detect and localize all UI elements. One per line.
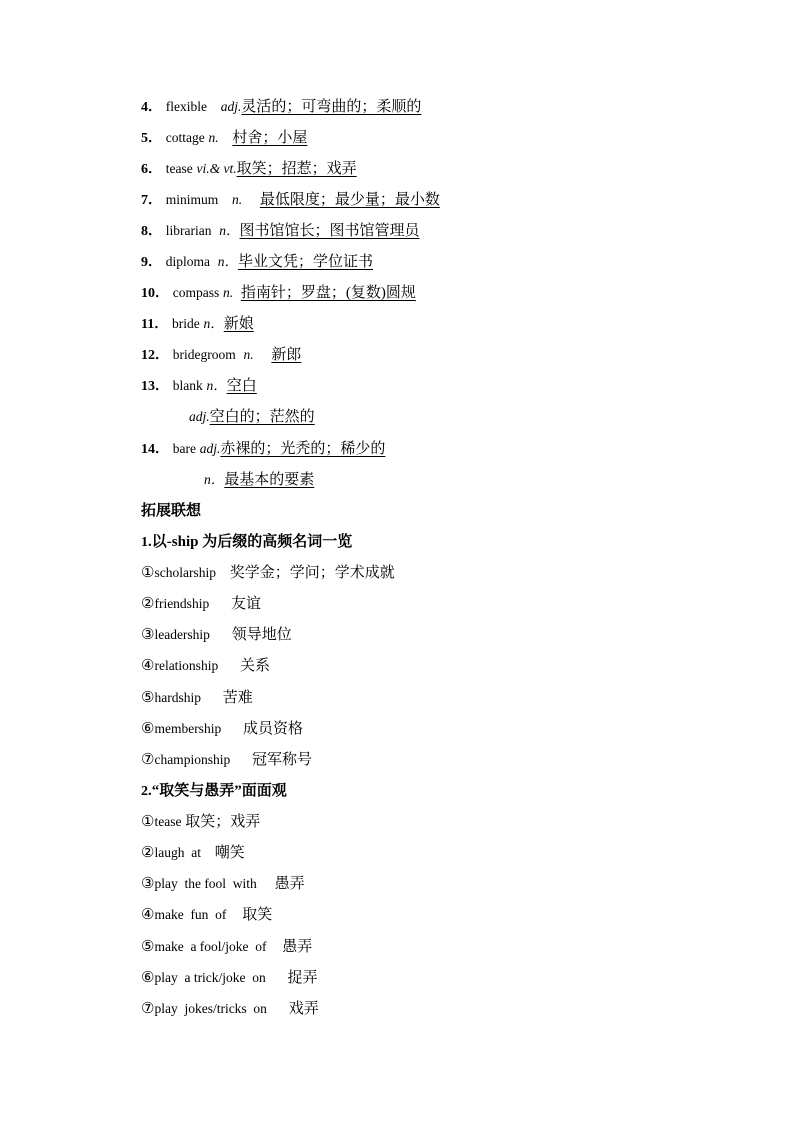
vocab-item	[141, 219, 420, 243]
vocab-number: 8．	[141, 224, 162, 239]
vocab-number: 13．	[141, 379, 169, 394]
vocab-item	[141, 95, 421, 119]
vocab-pos: n.	[243, 347, 254, 362]
vocab-meaning: 指南针；罗盘；(复数)圆规	[240, 285, 416, 301]
list-meaning: 嘲笑	[214, 845, 245, 861]
list-word: relationship	[154, 658, 219, 673]
list-item: ①scholarship 奖学金；学问；学术成就	[141, 565, 395, 581]
vocab-subsense	[204, 468, 314, 492]
vocab-word: compass	[172, 285, 220, 300]
vocab-number: 12．	[141, 348, 169, 363]
list-meaning: 愚弄	[274, 876, 305, 892]
list-item: ②friendship 友谊	[141, 596, 261, 612]
list-word: membership	[154, 721, 222, 736]
vocab-word: cottage	[165, 130, 205, 145]
list-word: tease	[154, 814, 182, 829]
vocab-meaning: 村舍；小屋	[232, 130, 308, 146]
list-item: ④make fun of 取笑	[141, 907, 273, 923]
list-word: play a trick/joke on	[154, 970, 266, 985]
list-meaning: 奖学金；学问；学术成就	[229, 565, 395, 581]
vocab-pos: n．	[203, 316, 224, 331]
list-item: ⑤make a fool/joke of 愚弄	[141, 939, 313, 955]
vocab-item	[141, 188, 440, 212]
vocab-sub-meaning: 最基本的要素	[224, 472, 315, 488]
extension-heading: 拓展联想	[141, 503, 202, 519]
list-item: ②laugh at 嘲笑	[141, 845, 245, 861]
section1-title: 1.以-ship 为后缀的高频名词一览	[141, 534, 353, 550]
list-word: laugh at	[154, 845, 201, 860]
vocab-item	[141, 374, 257, 398]
list-word: make fun of	[154, 907, 227, 922]
list-meaning: 戏弄	[288, 1001, 319, 1017]
section2-title: 2.“取笑与愚弄”面面观	[141, 783, 287, 799]
vocab-number: 5．	[141, 131, 162, 146]
vocab-number: 4．	[141, 100, 162, 115]
vocab-meaning: 新娘	[223, 316, 254, 332]
vocab-pos: adj.	[199, 441, 221, 456]
list-item: ⑦championship 冠军称号	[141, 752, 312, 768]
list-meaning: 苦难	[222, 690, 253, 706]
vocab-word: diploma	[165, 254, 210, 269]
vocab-pos: adj.	[220, 99, 242, 114]
vocab-pos: n．	[217, 254, 238, 269]
vocab-number: 11．	[141, 317, 169, 332]
list-item: ③play the fool with 愚弄	[141, 876, 305, 892]
list-meaning: 取笑	[242, 907, 273, 923]
list-item: ⑦play jokes/tricks on 戏弄	[141, 1001, 319, 1017]
vocab-item	[141, 343, 301, 367]
vocab-word: tease	[165, 161, 193, 176]
vocab-item	[141, 281, 416, 305]
list-meaning: 取笑；戏弄	[185, 814, 261, 830]
vocab-item	[141, 250, 373, 274]
vocab-pos: n．	[219, 223, 240, 238]
vocab-number: 7．	[141, 193, 162, 208]
list-word: play jokes/tricks on	[154, 1001, 267, 1016]
vocab-item	[141, 126, 307, 150]
vocab-meaning: 图书馆馆长；图书馆管理员	[239, 223, 420, 239]
vocab-meaning: 取笑；招惹；戏弄	[236, 161, 357, 177]
list-item: ①tease 取笑；戏弄	[141, 814, 261, 830]
list-meaning: 友谊	[230, 596, 261, 612]
list-word: leadership	[154, 627, 210, 642]
vocab-word: bridegroom	[172, 347, 236, 362]
vocab-pos: vi.& vt.	[196, 161, 237, 176]
list-word: friendship	[154, 596, 210, 611]
vocab-subsense	[189, 405, 315, 429]
list-item: ⑥play a trick/joke on 捉弄	[141, 970, 318, 986]
list-meaning: 捉弄	[287, 970, 318, 986]
vocab-sub-meaning: 空白的；茫然的	[209, 409, 315, 425]
vocab-sub-pos: n．	[204, 472, 225, 487]
list-meaning: 愚弄	[282, 939, 313, 955]
section-heading	[141, 499, 201, 523]
list-meaning: 关系	[239, 658, 270, 674]
list-word: make a fool/joke of	[154, 939, 267, 954]
vocab-meaning: 灵活的；可弯曲的；柔顺的	[241, 99, 422, 115]
vocab-meaning: 新郎	[271, 347, 302, 363]
list-meaning: 领导地位	[231, 627, 292, 643]
list-meaning: 冠军称号	[251, 752, 312, 768]
vocab-pos: n.	[232, 192, 243, 207]
vocab-word: bride	[171, 316, 200, 331]
vocab-number: 14．	[141, 442, 169, 457]
vocab-pos: n．	[206, 378, 227, 393]
vocab-meaning: 最低限度；最少量；最小数	[259, 192, 440, 208]
list-meaning: 成员资格	[242, 721, 303, 737]
vocab-word: bare	[172, 441, 196, 456]
vocab-sub-pos: adj.	[189, 409, 210, 424]
list-word: championship	[154, 752, 231, 767]
vocab-number: 9．	[141, 255, 162, 270]
vocab-item	[141, 157, 357, 181]
vocab-item	[141, 312, 254, 336]
vocab-item	[141, 437, 385, 461]
vocab-meaning: 毕业文凭；学位证书	[238, 254, 374, 270]
list-item: ⑥membership 成员资格	[141, 721, 303, 737]
vocab-word: blank	[172, 378, 203, 393]
list-word: hardship	[154, 690, 201, 705]
vocab-number: 6．	[141, 162, 162, 177]
vocab-number: 10．	[141, 286, 169, 301]
vocab-word: minimum	[165, 192, 219, 207]
list-word: play the fool with	[154, 876, 257, 891]
vocab-pos: n.	[208, 130, 219, 145]
list-word: scholarship	[154, 565, 216, 580]
vocab-meaning: 空白	[226, 378, 257, 394]
vocab-meaning: 赤裸的；光秃的；稀少的	[220, 441, 386, 457]
vocab-word: flexible	[165, 99, 207, 114]
vocab-word: librarian	[165, 223, 212, 238]
vocab-pos: n.	[223, 285, 234, 300]
list-item: ⑤hardship 苦难	[141, 690, 253, 706]
list-item: ③leadership 领导地位	[141, 627, 292, 643]
list-item: ④relationship 关系	[141, 658, 270, 674]
